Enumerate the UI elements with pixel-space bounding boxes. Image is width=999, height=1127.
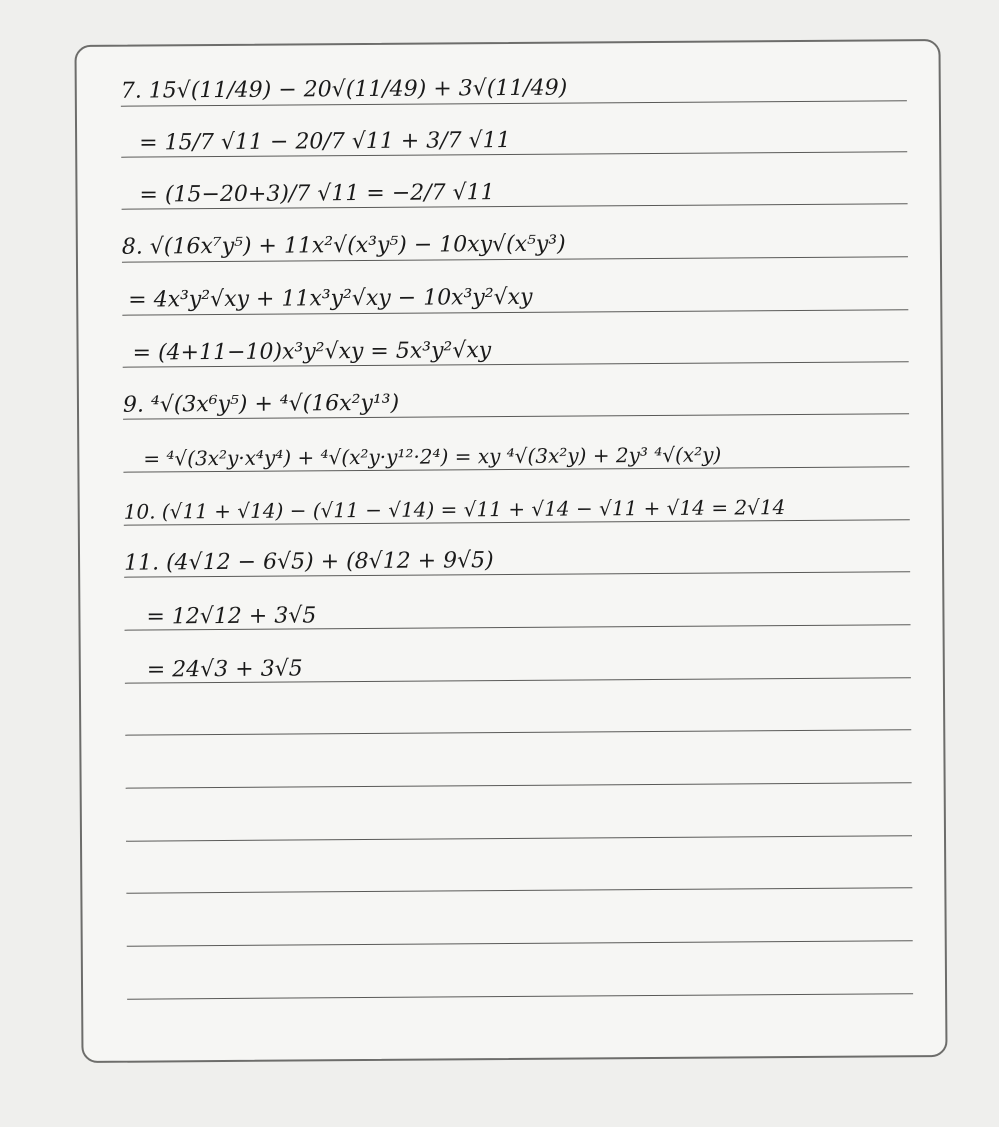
ruled-line [125, 729, 911, 735]
ruled-line [127, 993, 913, 999]
problem-8-line-2: = 4x³y²√xy + 11x³y²√xy − 10x³y²√xy [128, 284, 533, 313]
ruled-line [126, 835, 912, 841]
ruled-line [126, 782, 912, 788]
problem-11-line-2: = 12√12 + 3√5 [146, 603, 317, 630]
ruled-line [126, 887, 912, 893]
notebook-page [74, 39, 947, 1063]
problem-9-line-2: = ⁴√(3x²y·x⁴y⁴) + ⁴√(x²y·y¹²·2⁴) = xy ⁴√(3x²y) + 2y³ ⁴√(x²y) [143, 442, 722, 471]
problem-9-line-1: 9. ⁴√(3x⁶y⁵) + ⁴√(16x²y¹³) [122, 390, 400, 418]
problem-8-line-3: = (4+11−10)x³y²√xy = 5x³y²√xy [132, 338, 492, 366]
ruled-line [127, 940, 913, 946]
problem-11-line-3: = 24√3 + 3√5 [146, 656, 303, 683]
problem-11-line-1: 11. (4√12 − 6√5) + (8√12 + 9√5) [123, 548, 494, 576]
problem-8-line-1: 8. √(16x⁷y⁵) + 11x²√(x³y⁵) − 10xy√(x⁵y³) [121, 231, 566, 260]
problem-7-line-1: 7. 15√(11/49) − 20√(11/49) + 3√(11/49) [120, 75, 568, 104]
problem-7-line-3: = (15−20+3)/7 √11 = −2/7 √11 [139, 180, 495, 208]
problem-10-line-1: 10. (√11 + √14) − (√11 − √14) = √11 + √14 − √11 + √14 = 2√14 [123, 495, 786, 524]
problem-7-line-2: = 15/7 √11 − 20/7 √11 + 3/7 √11 [139, 127, 511, 156]
